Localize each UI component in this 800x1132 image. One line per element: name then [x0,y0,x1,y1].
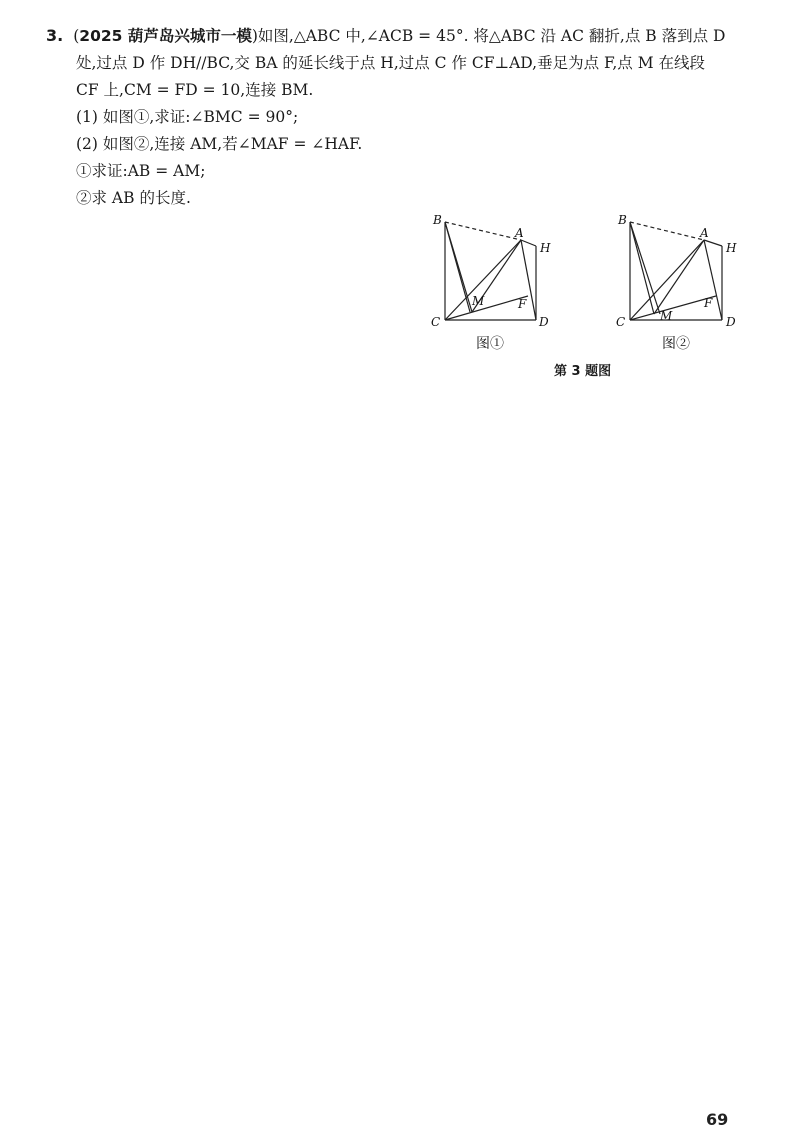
question-1: (1) 如图①,求证:∠BMC = 90°; [76,108,299,126]
problem-source: 2025 葫芦岛兴城市一模 [79,27,252,45]
segment-ba-dashed-fig1 [445,222,521,240]
problem-3 [46,22,756,212]
caption-fig1: 图① [476,336,504,352]
segment-ah-fig1 [521,240,536,246]
label-h-fig1: H [540,241,551,255]
segment-ca-fig2 [630,240,704,320]
label-c-fig1: C [431,315,441,329]
question-2: (2) 如图②,连接 AM,若∠MAF = ∠HAF. [76,135,363,153]
label-a-fig2: A [700,226,709,240]
segment-ah-fig2 [704,240,722,246]
segment-cf-fig1 [445,296,528,320]
segment-am-fig2 [654,240,704,314]
problem-text-line-2: 处,过点 D 作 DH//BC,交 BA 的延长线于点 H,过点 C 作 CF⊥AD,垂足为点 F,点 M 在线段 [76,54,705,72]
label-c-fig2: C [616,315,626,329]
problem-number: 3. [46,26,64,45]
label-f-fig1: F [518,297,527,311]
label-m-fig1: M [472,294,485,308]
caption-fig2: 图② [662,336,690,352]
figures [420,206,760,386]
label-f-fig2: F [704,296,713,310]
question-2-part-1: ①求证:AB = AM; [76,162,206,180]
segment-ab-fig2 [630,222,660,314]
segment-bm-fig2 [630,222,654,314]
source-close: ) [251,27,258,45]
segment-ca-fig1 [445,240,521,320]
problem-text-line-3: CF 上,CM = FD = 10,连接 BM. [76,81,314,99]
problem-text-line-1: 如图,△ABC 中,∠ACB = 45°. 将△ABC 沿 AC 翻折,点 B 落到点 D [257,27,726,45]
label-b-fig2: B [618,213,627,227]
label-d-fig1: D [539,315,549,329]
label-d-fig2: D [726,315,736,329]
label-m-fig2: M [660,309,673,323]
question-2-part-2: ②求 AB 的长度. [76,189,191,207]
label-h-fig2: H [726,241,737,255]
figure-title: 第 3 题图 [554,364,612,379]
problem-line-1 [46,22,756,50]
segment-ba-dashed-fig2 [630,222,704,240]
source-open: ( [73,27,80,45]
segment-bm-fig1 [445,222,472,312]
page-number: 69 [706,1110,729,1129]
label-b-fig1: B [433,213,442,227]
label-a-fig1: A [515,226,524,240]
